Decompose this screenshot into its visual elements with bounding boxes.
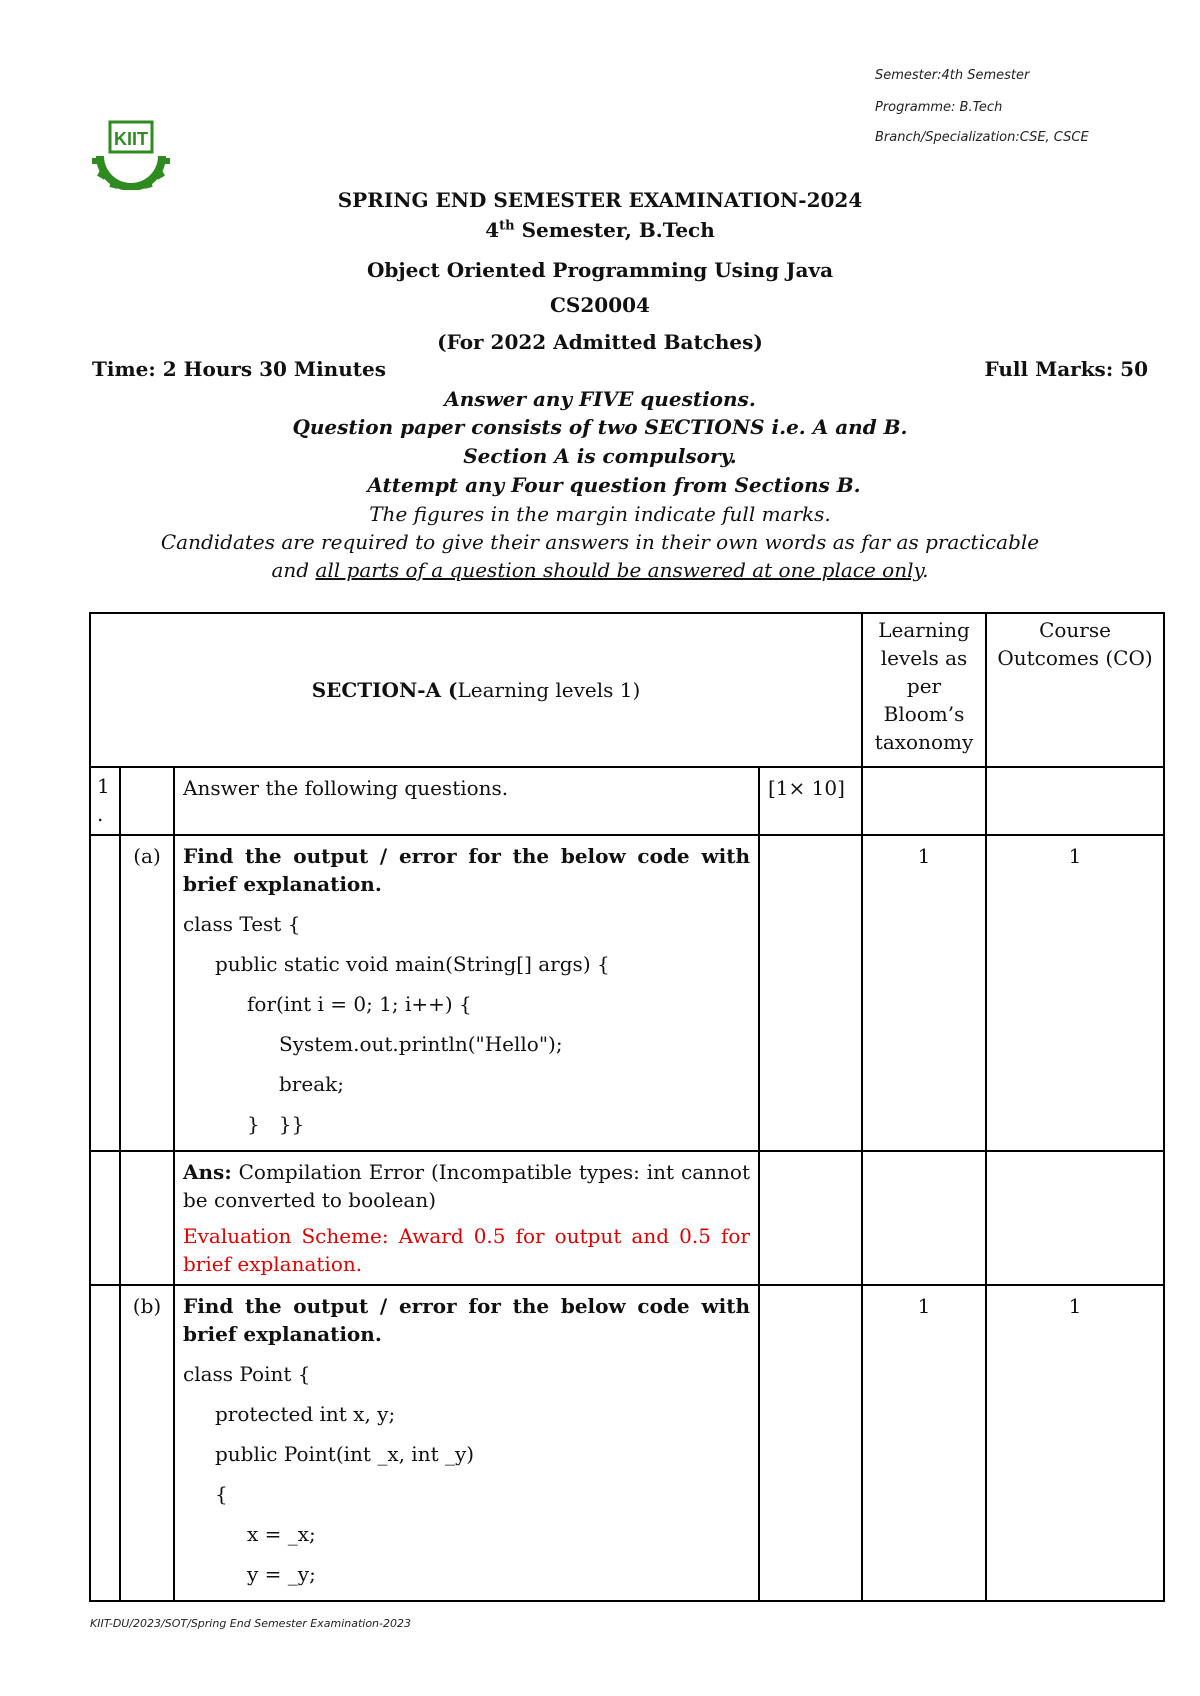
qb-body (174, 1285, 759, 1601)
instruction-2: Question paper consists of two SECTIONS i.e. A and B. (292, 415, 908, 439)
qb-label: (b) (120, 1285, 174, 1601)
co-header: Course Outcomes (CO) (986, 613, 1164, 767)
footer-text: KIIT-DU/2023/SOT/Spring End Semester Examination-2023 (90, 1617, 411, 1630)
programme-label: Programme: B.Tech (875, 100, 1003, 115)
section-a-header: SECTION-A (Learning levels 1) (90, 613, 862, 767)
instruction-3: Section A is compulsory. (463, 444, 737, 468)
table-row (90, 1151, 1164, 1285)
q1-number: 1 . (90, 767, 120, 835)
semester-label: Semester:4th Semester (875, 68, 1030, 83)
q1-marks: [1× 10] (759, 767, 862, 835)
qa-code: class Test { public static void main(String[] args) { for(int i = 0; 1; i++) { System.out.println("Hello"); break; } }} (183, 912, 610, 1136)
qa-label: (a) (120, 835, 174, 1151)
instruction-1: Answer any FIVE questions. (444, 387, 756, 411)
qa-answer (174, 1151, 759, 1285)
instruction-7: and all parts of a question should be answered at one place only. (271, 558, 929, 582)
batch-note: (For 2022 Admitted Batches) (437, 330, 763, 354)
qa-bloom: 1 (862, 835, 986, 1151)
bloom-header: Learning levels as per Bloom’s taxonomy (862, 613, 986, 767)
exam-title: SPRING END SEMESTER EXAMINATION-2024 (337, 188, 863, 212)
table-row (90, 1285, 1164, 1601)
instruction-4: Attempt any Four question from Sections B. (367, 473, 861, 497)
instruction-5: The figures in the margin indicate full marks. (369, 502, 831, 526)
full-marks-label: Full Marks: 50 (984, 357, 1148, 381)
logo-text: KIIT (114, 129, 148, 149)
semester-title: 4th Semester, B.Tech (485, 218, 715, 242)
qa-body (174, 835, 759, 1151)
qb-heading: Find the output / error for the below code with brief explanation. (183, 1294, 750, 1346)
qb-co: 1 (986, 1285, 1164, 1601)
qa-evaluation: Evaluation Scheme: Award 0.5 for output and 0.5 for brief explanation. (183, 1224, 750, 1276)
table-header-row (90, 613, 1164, 767)
time-label: Time: 2 Hours 30 Minutes (92, 357, 386, 381)
qa-heading: Find the output / error for the below code with brief explanation. (183, 844, 750, 896)
qa-co: 1 (986, 835, 1164, 1151)
q1-text: Answer the following questions. (174, 767, 759, 835)
question-table (89, 612, 1165, 1602)
qa-answer-text: Ans: Compilation Error (Incompatible types: int cannot be converted to boolean) (183, 1160, 750, 1212)
kiit-logo (88, 118, 174, 190)
table-row (90, 767, 1164, 835)
instruction-6: Candidates are required to give their answers in their own words as far as practicable (160, 530, 1040, 554)
course-code: CS20004 (550, 293, 650, 317)
branch-label: Branch/Specialization:CSE, CSCE (875, 130, 1089, 145)
qb-bloom: 1 (862, 1285, 986, 1601)
course-title: Object Oriented Programming Using Java (366, 258, 834, 282)
time-marks-row (92, 357, 1148, 381)
qb-code: class Point { protected int x, y; public Point(int _x, int _y) { x = _x; y = _y; (183, 1362, 475, 1586)
table-row (90, 835, 1164, 1151)
